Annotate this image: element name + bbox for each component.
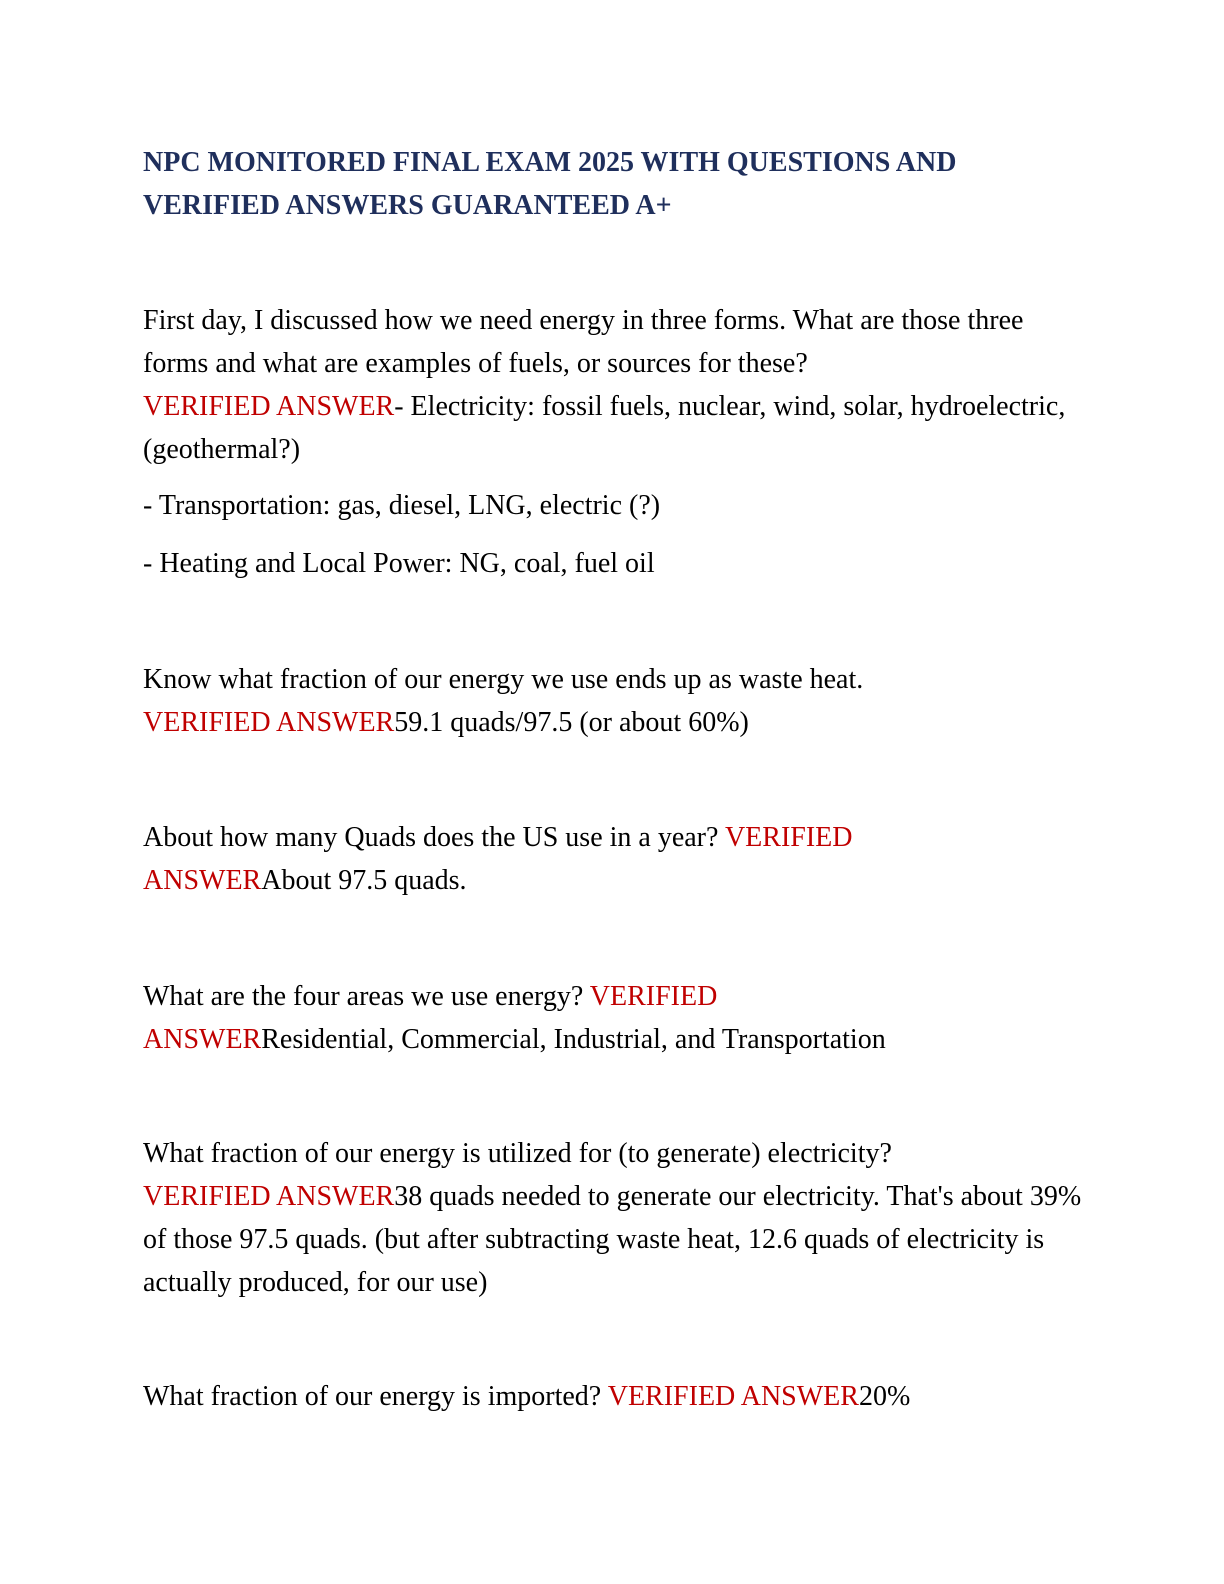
question-text: Know what fraction of our energy we use ends up as waste heat. [143,664,864,695]
verified-answer-label: VERIFIED ANSWER [143,822,853,896]
answer-text: About 97.5 quads. [261,865,467,896]
qa-item-1 [143,299,1083,471]
question-text: What fraction of our energy is utilized for (to generate) electricity? [143,1138,892,1169]
verified-answer-label: VERIFIED ANSWER [143,707,395,738]
answer-text: 59.1 quads/97.5 (or about 60%) [394,707,749,738]
question-text: What fraction of our energy is imported? [143,1381,602,1412]
qa-item-5 [143,1132,1083,1304]
question-text: What are the four areas we use energy? [143,981,584,1012]
answer-text: - Electricity: fossil fuels, nuclear, wind, solar, hydroelectric, (geothermal?) [143,391,1066,465]
answer-extra-line: - Heating and Local Power: NG, coal, fuel oil [143,548,655,579]
verified-answer-label: VERIFIED ANSWER [143,981,718,1055]
answer-text: 38 quads needed to generate our electricity. That's about 39% of those 97.5 quads. (but after subtracting waste heat, 12.6 quads of electricity is actually produced, for our use) [143,1181,1082,1298]
answer-text: 20% [858,1381,911,1412]
document-title: NPC MONITORED FINAL EXAM 2025 WITH QUESTIONS AND VERIFIED ANSWERS GUARANTEED A+ [143,147,957,221]
verified-answer-label: VERIFIED ANSWER [143,391,395,422]
answer-text: Residential, Commercial, Industrial, and Transportation [261,1024,886,1055]
qa-item-4 [143,975,1083,1061]
qa-item-6 [143,1375,1083,1418]
question-text: About how many Quads does the US use in a year? [143,822,719,853]
verified-answer-label: VERIFIED ANSWER [607,1381,859,1412]
answer-extra-line: - Transportation: gas, diesel, LNG, electric (?) [143,490,661,521]
qa-item-2 [143,658,1083,744]
question-text: First day, I discussed how we need energy in three forms. What are those three forms and what are examples of fuels, or sources for these? [143,305,1024,379]
verified-answer-label: VERIFIED ANSWER [143,1181,395,1212]
qa-item-3 [143,816,1083,902]
